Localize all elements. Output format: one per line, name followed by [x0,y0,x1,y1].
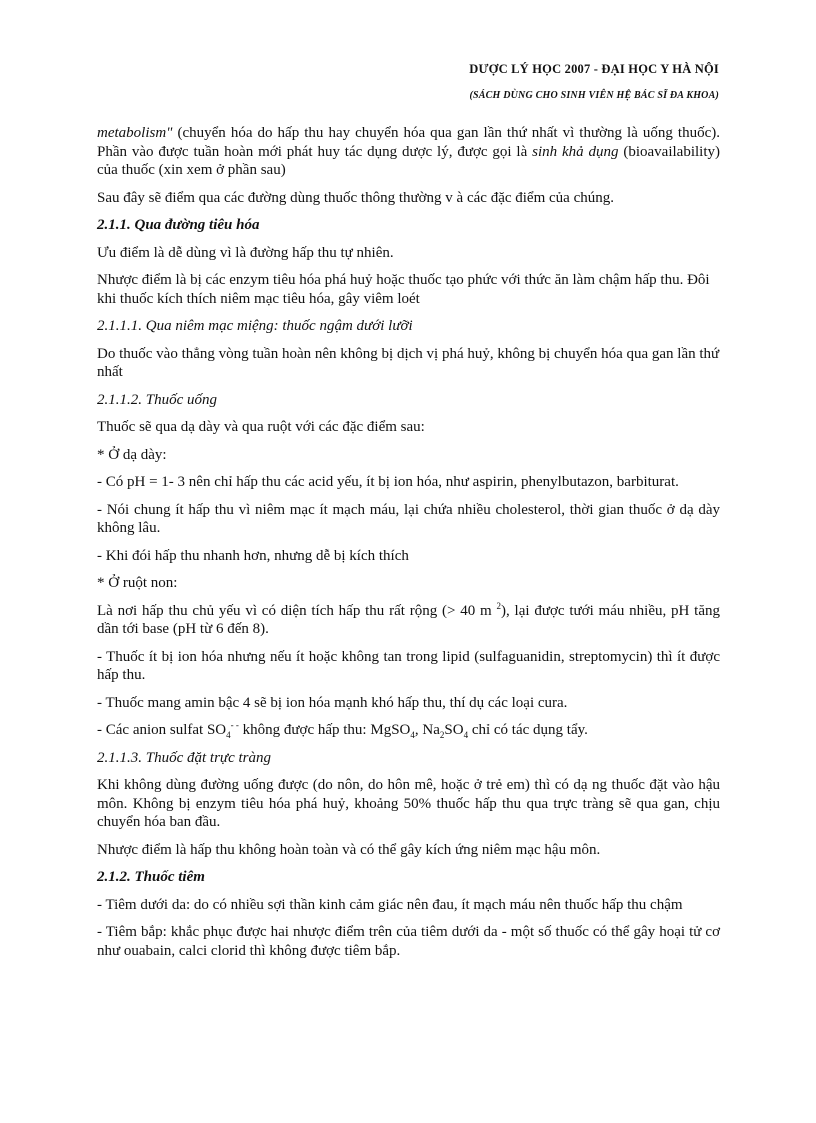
text-run: (chuyển hóa do hấp thu hay chuyển hóa qua gan lần thứ nhất vì thường là uống thuốc). Phần vào được tuần hoàn mới phát huy tác dụng dược lý, được gọi là [97,125,720,160]
paragraph: Thuốc sẽ qua dạ dày và qua ruột với các đặc điểm sau: [97,419,425,435]
list-item [97,721,720,740]
paragraph: Khi không dùng đường uống được (do nôn, do hôn mê, hoặc ở trẻ em) thì có dạ ng thuốc đặt vào hậu môn. Không bị enzym tiêu hóa phá huỷ, khoảng 50% thuốc hấp thu qua trực tràng sẽ qua gan, chịu chuyển hóa ban đầu. [97,777,720,830]
list-item: - Tiêm dưới da: do có nhiều sợi thần kinh cảm giác nên đau, ít mạch máu nên thuốc hấp thu chậm [97,896,683,913]
document-body [97,124,720,969]
text-run: ), lại được tưới máu nhiều, pH tăng dần tới base (pH từ 6 đến 8). [97,602,721,637]
text-run: Là nơi hấp thu chủ yếu vì có diện tích hấp thu rất rộng (> 40 m [97,602,497,619]
text-run: , Na [414,722,440,738]
page-header-title: DƯỢC LÝ HỌC 2007 - ĐẠI HỌC Y HÀ NỘI [469,62,719,76]
text-run: chỉ có tác dụng tẩy. [468,722,588,738]
list-heading: * Ở dạ dày: [97,446,167,463]
paragraph: Nhược điểm là bị các enzym tiêu hóa phá huỷ hoặc thuốc tạo phức với thức ăn làm chậm hấp thu. Đôi khi thuốc kích thích niêm mạc tiêu hóa, gây viêm loét [97,272,710,307]
text-run: SO [444,722,464,738]
list-heading: * Ở ruột non: [97,575,178,591]
paragraph [97,124,720,180]
paragraph: Ưu điểm là dễ dùng vì là đường hấp thu tự nhiên. [97,244,394,261]
section-heading: 2.1.2. Thuốc tiêm [97,869,205,885]
subsection-heading: 2.1.1.3. Thuốc đặt trực tràng [97,749,272,766]
list-item: - Thuốc mang amin bậc 4 sẽ bị ion hóa mạnh khó hấp thu, thí dụ các loại cura. [97,694,568,711]
list-item: - Nói chung ít hấp thu vì niêm mạc ít mạch máu, lại chứa nhiều cholesterol, thời gian thuốc ở dạ dày không lâu. [97,501,720,536]
page-header-subtitle: (SÁCH DÙNG CHO SINH VIÊN HỆ BÁC SĨ ĐA KHOA) [469,90,719,101]
paragraph: Sau đây sẽ điểm qua các đường dùng thuốc thông thường v à các đặc điểm của chúng. [97,189,614,206]
list-item: - Tiêm bắp: khắc phục được hai nhược điểm trên của tiêm dưới da - một số thuốc có thể gây hoại tử cơ như ouabain, calci clorid thì không được tiêm bắp. [97,924,720,959]
superscript: - - [230,720,239,730]
section-heading: 2.1.1. Qua đường tiêu hóa [97,217,260,233]
subscript: 4 [226,730,231,740]
subscript: 4 [410,730,415,740]
inline-term: metabolism" [97,125,173,141]
list-item: - Thuốc ít bị ion hóa nhưng nếu ít hoặc không tan trong lipid (sulfaguanidin, streptomycin) thì ít được hấp thu. [97,648,720,683]
list-item: - Khi đói hấp thu nhanh hơn, nhưng dễ bị kích thích [97,547,409,564]
inline-term: sinh khả dụng [532,143,619,160]
subscript: 2 [439,730,445,740]
subsection-heading: 2.1.1.2. Thuốc uống [97,391,217,408]
text-run: - Các anion sulfat SO [97,722,227,738]
paragraph [97,602,720,639]
paragraph: Do thuốc vào thẳng vòng tuần hoàn nên không bị dịch vị phá huỷ, không bị chuyển hóa qua gan lần thứ nhất [97,345,720,380]
subsection-heading: 2.1.1.1. Qua niêm mạc miệng: thuốc ngậm dưới lưỡi [97,318,413,334]
paragraph: Nhược điểm là hấp thu không hoàn toàn và có thể gây kích ứng niêm mạc hậu môn. [97,841,601,858]
subscript: 4 [463,730,469,740]
text-run: (bioavailability) của thuốc (xin xem ở phần sau) [97,143,720,178]
list-item: - Có pH = 1- 3 nên chỉ hấp thu các acid yếu, ít bị ion hóa, như aspirin, phenylbutazon, barbiturat. [97,474,679,490]
text-run: không được hấp thu: MgSO [238,722,411,738]
superscript: 2 [496,600,502,611]
